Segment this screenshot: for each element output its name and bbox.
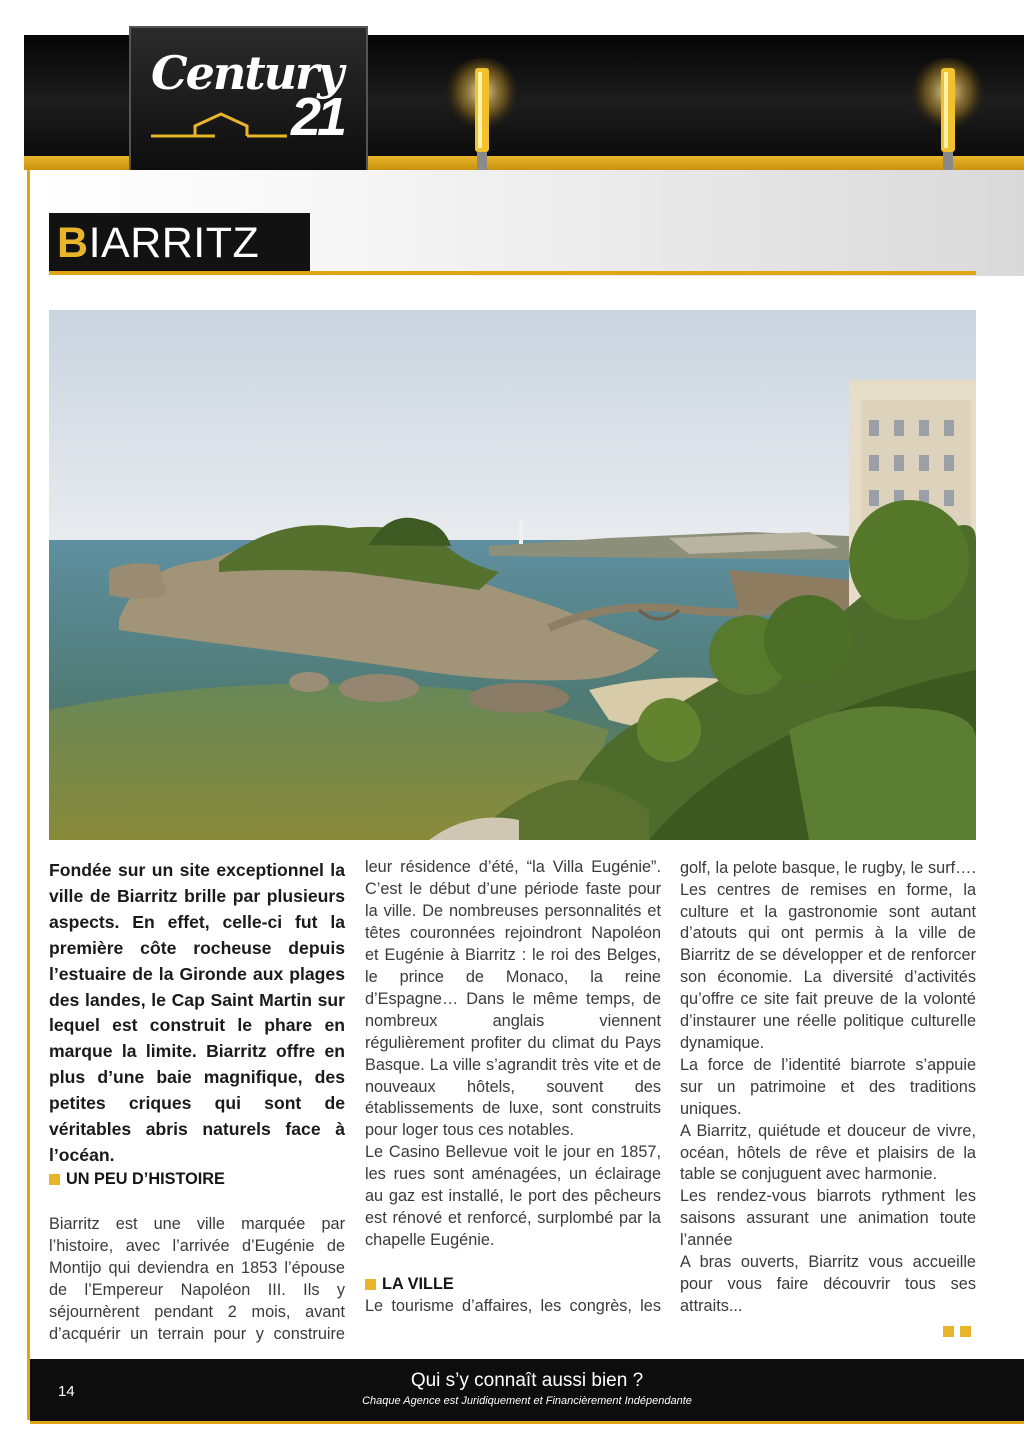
logo-number: 21 bbox=[291, 87, 344, 147]
lamp-icon bbox=[442, 58, 522, 170]
bullet-square-icon bbox=[49, 1174, 60, 1185]
lamp-icon bbox=[908, 58, 988, 170]
article-lead: Fondée sur un site exceptionnel la ville de Biarritz brille par plusieurs aspects. En effet, celle-ci fut la première côte rocheuse depuis l’estuaire de la Gironde aux plages des landes, le Cap Saint Martin sur lequel est construit le phare en marque la limite. Biarritz offre en plus d’une baie magnifique, des petites criques qui sont de véritables abris naturels face à l’océan. bbox=[49, 860, 345, 1165]
footer-rule bbox=[30, 1421, 1024, 1424]
logo-wordmark: Century bbox=[151, 46, 342, 100]
house-icon bbox=[149, 106, 289, 142]
brand-logo[interactable] bbox=[129, 26, 368, 172]
history-paragraph-2: Le Casino Bellevue voit le jour en 1857, les rues sont aménagées, un éclairage au gaz est installé, le port des pêcheurs est rénové et renforcé, surplombé par la chapelle Eugénie. bbox=[365, 1143, 661, 1249]
city-paragraph-2: La force de l’identité biarrote s’appuie sur un patrimoine et des traditions uniques. bbox=[680, 1055, 976, 1118]
article-column-3 bbox=[680, 858, 976, 1342]
title-initial: B bbox=[57, 219, 89, 267]
section-heading-city-text: LA VILLE bbox=[382, 1274, 454, 1293]
footer-disclaimer: Chaque Agence est Juridiquement et Financièrement Indépendante bbox=[362, 1395, 692, 1407]
section-heading-history bbox=[49, 1169, 345, 1191]
section-heading-city bbox=[365, 1274, 661, 1296]
bullet-square-icon bbox=[365, 1279, 376, 1290]
city-paragraph-5: A bras ouverts, Biarritz vous accueille pour vous faire découvrir tous ses attraits... bbox=[680, 1253, 976, 1315]
history-text-col1 bbox=[49, 1214, 345, 1344]
city-paragraph-1: Le tourisme d’affaires, les congrès, les bbox=[365, 1296, 661, 1315]
title-rest: IARRITZ bbox=[88, 219, 260, 267]
end-of-article-marks bbox=[943, 1326, 971, 1337]
city-paragraph-3: A Biarritz, quiétude et douceur de vivre, océan, hôtels de rêve et plaisirs de la table se conjuguent avec harmonie. bbox=[680, 1121, 976, 1184]
history-paragraph-1-continued: leur résidence d’été, “la Villa Eugénie”. C’est le début d’une période faste pour la ville. De nombreuses personnalités et têtes couronnées rejoindront Napoléon et Eugénie à Biarritz : le roi des Belges, le prince de Monaco, la reine d’Espagne… Dans le même temps, de nombreux anglais viennent régulièrement profiter du climat du Pays Basque. La ville s’agrandit très vite et de nouveaux hôtels, souvent des établissements de luxe, sont construits pour loger tous ces notables. bbox=[365, 858, 661, 1140]
frame-left-rule bbox=[27, 170, 30, 1420]
footer-slogan: Qui s’y connaît aussi bien ? bbox=[410, 1370, 644, 1391]
title-underline bbox=[49, 271, 976, 275]
page-number: 14 bbox=[58, 1383, 75, 1400]
section-heading-history-text: UN PEU D’HISTOIRE bbox=[66, 1169, 225, 1188]
city-paragraph-1-continued: golf, la pelote basque, le rugby, le surf…. Les centres de remises en forme, la culture et la gastronomie sont autant d’atouts qui ont permis à la ville de Biarritz de se développer et de renforcer son économie. La diversité d’activités qu’offre ce site fait preuve de la volonté d’instaurer une réelle politique culturelle dynamique. bbox=[680, 858, 976, 1052]
city-paragraph-4: Les rendez-vous biarrots rythment les saisons assurant une animation toute l’année bbox=[680, 1187, 976, 1250]
page-footer bbox=[30, 1359, 1024, 1421]
coastal-photo bbox=[49, 310, 976, 840]
page-title bbox=[49, 213, 310, 271]
history-paragraph-1: Biarritz est une ville marquée par l’histoire, avec l’arrivée d’Eugénie de Montijo qui deviendra en 1853 l’épouse de l’Empereur Napoléon III. Ils y séjournèrent pendant 2 mois, avant d’acquérir un terrain pour y construire bbox=[49, 1215, 345, 1343]
article-column-2 bbox=[365, 858, 661, 1320]
